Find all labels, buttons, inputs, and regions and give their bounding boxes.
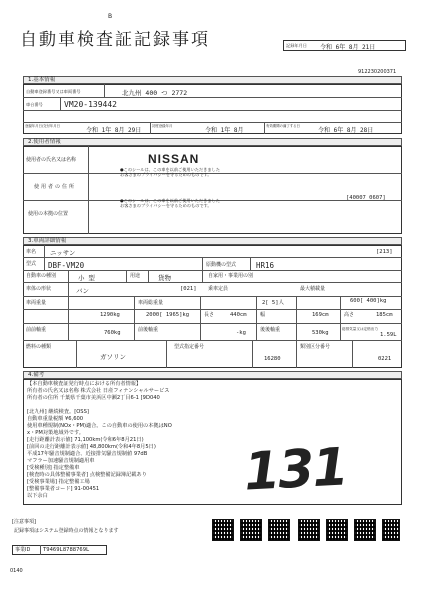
qr-code — [240, 519, 262, 541]
model-value: DBF-VM20 — [48, 261, 85, 270]
expiry-label: 有効期間の満了する日 — [266, 124, 300, 128]
gross-value: 2000[ 1965]kg — [146, 312, 190, 318]
notes-label: [注意事項] — [12, 519, 36, 525]
user-address-label: 使用者の住所 — [34, 184, 77, 190]
model-label: 型式 — [26, 261, 37, 267]
body-code: [021] — [180, 286, 197, 292]
front-axle-value: 760kg — [104, 330, 121, 336]
nissan-logo: NISSAN — [148, 152, 200, 166]
remarks-line: 【本自動車検査証発行時点における所有者情報】 — [27, 381, 142, 387]
remarks-line: 使用車種規制(NOx・PM)適合。この自動車の使用の本拠はNO — [27, 423, 172, 429]
purpose-label: 自家用・事業用の別 — [208, 273, 254, 279]
capacity-value: 2[ 5]人 — [262, 300, 285, 306]
owner-info-table — [23, 146, 402, 234]
fuel-value: ガソリン — [100, 353, 126, 361]
remarks-line: 所有者の氏名又は名称 株式会社 日産フィナンシャルサービス — [27, 388, 170, 394]
load-value: 600[ 400]kg — [350, 298, 387, 304]
displacement-label: 総排気量又は定格出力 — [342, 327, 378, 331]
remarks-line: [走行距離計表示値] 71,100km(令和6年8月21日) — [27, 437, 144, 443]
class-label: 類別区分番号 — [300, 344, 331, 350]
load-label: 最大積載量 — [300, 286, 326, 292]
first-reg-label: 登録年月日/交付年月日 — [25, 124, 61, 128]
mid-axle-label: 前後軸重 — [138, 327, 159, 333]
remarks-list — [27, 381, 172, 500]
page-code: 0140 — [10, 568, 23, 574]
body-value: バン — [76, 287, 89, 295]
use-value: 貨物 — [158, 274, 171, 282]
vehicle-name-code: [213] — [376, 249, 393, 255]
mid-axle-value: -kg — [236, 330, 246, 336]
record-date-label: 記録年月日 — [286, 43, 307, 48]
qr-code — [382, 519, 400, 541]
expiry-value: 令和 6年 8月 28日 — [318, 127, 374, 134]
height-value: 185cm — [376, 312, 393, 318]
designation-label: 型式指定番号 — [174, 344, 205, 350]
remarks-line: x・PM対策地域外です。 — [27, 430, 84, 436]
remarks-line: マフラー加速騒音規制適用車 — [27, 458, 95, 464]
remarks-line: [受検種別] 指定整備車 — [27, 465, 80, 471]
section-basic-header: 1.基本情報 — [23, 76, 402, 84]
chassis-label: 車台番号 — [26, 102, 43, 107]
remarks-line: [受検事業場] 指定整備工場 — [27, 479, 90, 485]
remarks-line: 自動車重量税額 ¥6,600 — [27, 416, 84, 422]
rear-axle-label: 後後軸重 — [260, 327, 281, 333]
privacy-sticker-2: ●このシールは、この車を以前ご使用いただきました お客さまのプライバシーを守るためのものです。 — [120, 198, 220, 208]
remarks-line: 平成17年騒音規制適合、近接排気騒音規制値 97dB — [27, 451, 148, 457]
qr-code — [268, 519, 290, 541]
front-axle-label: 前前軸重 — [26, 327, 47, 333]
reg-number-label: 自動車登録番号又は車両番号 — [26, 89, 81, 94]
first-year-value: 令和 1年 8月 — [205, 127, 244, 134]
displacement-value: 1.59L — [380, 332, 397, 338]
rear-axle-value: 530kg — [312, 330, 329, 336]
page-title: 自動車検査証記録事項 — [20, 30, 210, 50]
section-owner-header: 2.使用者情報 — [23, 138, 402, 146]
remarks-line: 以下余白 — [27, 493, 48, 499]
reg-number-value: 北九州 400 つ 2772 — [122, 89, 188, 97]
qr-code — [326, 519, 348, 541]
remarks-line — [27, 402, 172, 409]
remarks-line: 所有者の住所 千葉県千葉市美浜区中瀬2丁目6-1 [9D040 — [27, 395, 160, 401]
user-name-label: 使用者の氏名又は名称 — [26, 157, 77, 163]
capacity-label: 乗車定員 — [208, 286, 229, 292]
vehicle-type-label: 自動車の種別 — [26, 273, 57, 279]
notes-text: 記録事項はシステム登録時点の情報となります — [14, 528, 119, 534]
privacy-sticker-1: ●このシールは、この車を以前ご使用いただきました お客さまのプライバシーを守るためのものです。 — [120, 167, 220, 177]
remarks-line: [検査時の具体整備事業者] 点検整備記録簿記載あり — [27, 472, 147, 478]
vehicle-name-value: ニッサン — [50, 249, 76, 257]
first-reg-value: 令和 1年 8月 29日 — [86, 127, 142, 134]
weight-value: 1290kg — [100, 312, 120, 318]
weight-label: 車両重量 — [26, 300, 47, 306]
first-year-label: 初度登録年月 — [152, 124, 173, 128]
qr-code — [354, 519, 376, 541]
owner-code: [40007 0607] — [346, 195, 386, 201]
section-vehicle-header: 3.車両詳細情報 — [23, 237, 402, 245]
form-mark: B — [108, 13, 113, 20]
remarks-line: [整備事業者コード] 91-00451 — [27, 486, 100, 492]
document-number: 912230200371 — [358, 69, 397, 75]
chassis-value: VM20-139442 — [64, 100, 117, 109]
length-value: 440cm — [230, 312, 247, 318]
gross-label: 車両総重量 — [138, 300, 164, 306]
width-value: 169cm — [312, 312, 329, 318]
engine-value: HR16 — [256, 261, 275, 270]
designation-value: 16280 — [264, 356, 281, 362]
qr-code — [298, 519, 320, 541]
body-label: 車体の形状 — [26, 286, 52, 292]
width-label: 幅 — [260, 312, 266, 318]
base-location-label: 使用の本拠の位置 — [28, 211, 69, 217]
vehicle-name-label: 車名 — [26, 249, 37, 255]
remarks-line: [北九州] 継続検査。[OSS] — [27, 409, 89, 415]
height-label: 高さ — [344, 312, 355, 318]
remarks-line: [前回の走行距離計表示値] 48,800km(令和4年8月5日) — [27, 444, 156, 450]
section-remarks-header: 4.備考 — [23, 371, 402, 379]
vehicle-type-value: 小 型 — [78, 274, 95, 282]
use-label: 用途 — [130, 273, 141, 279]
business-id-value: T9469L8788769L — [43, 547, 90, 553]
record-date-value: 令和 6年 8月 21日 — [320, 44, 376, 51]
handwritten-number: 131 — [242, 437, 349, 503]
qr-code — [212, 519, 234, 541]
engine-label: 原動機の型式 — [206, 262, 237, 268]
fuel-label: 燃料の種類 — [26, 344, 52, 350]
class-value: 0221 — [378, 356, 392, 362]
length-label: 長さ — [204, 312, 215, 318]
business-id-label: 事業ID — [15, 547, 31, 553]
